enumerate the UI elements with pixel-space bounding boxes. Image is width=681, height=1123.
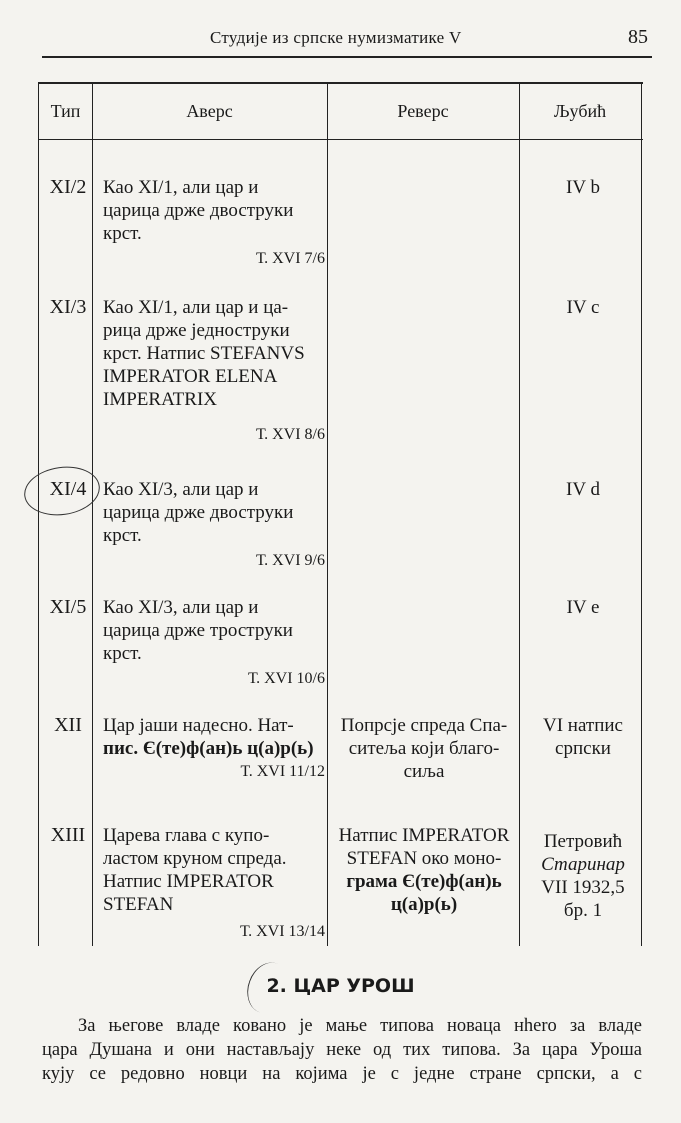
- revers-line: сиља: [403, 761, 445, 782]
- ljubic-line: IV d: [566, 479, 600, 500]
- plate-reference: Т. XVI 10/6: [247, 670, 325, 687]
- revers-cell: [331, 824, 517, 916]
- paragraph-line: За његове владе ковано је мање типова новаца нherо за владе: [78, 1016, 642, 1036]
- ljubic-line: Старинар: [541, 854, 625, 875]
- avers-cell: [103, 176, 325, 270]
- avers-line: крст. Натпис STEFANVS: [103, 343, 305, 364]
- plate-reference: Т. XVI 8/6: [255, 426, 325, 443]
- column-rule: [519, 84, 520, 946]
- avers-line: Као XI/1, али цар и ца-: [103, 297, 289, 318]
- ljubic-cell: [523, 714, 643, 760]
- avers-line: Натпис IMPERATOR: [103, 871, 274, 892]
- type-cell: XI/5: [49, 596, 87, 618]
- ljubic-cell: [523, 176, 643, 199]
- ljubic-cell: [523, 296, 643, 319]
- avers-line: Цар јаши надесно. Нат-: [103, 715, 294, 736]
- avers-line: крст.: [103, 223, 142, 244]
- avers-line: STEFAN: [103, 894, 174, 915]
- header-rule: [39, 139, 643, 140]
- avers-cell: [103, 714, 325, 783]
- running-title: Студије из српске нумизматике V: [210, 28, 462, 47]
- running-head: [42, 22, 652, 58]
- plate-reference: Т. XVI 11/12: [240, 763, 325, 780]
- avers-cell: [103, 478, 325, 572]
- revers-line: Натпис IMPERATOR: [338, 825, 510, 846]
- type-cell: XI/3: [49, 296, 87, 318]
- ljubic-cell: [523, 596, 643, 619]
- section-heading: 2. ЦАР УРОШ: [266, 975, 415, 997]
- revers-line: ситеља који благо-: [348, 738, 500, 759]
- revers-line: Попрсје спреда Спа-: [340, 715, 508, 736]
- column-rule: [641, 84, 642, 946]
- ljubic-line: IV b: [566, 177, 600, 198]
- avers-cell: [103, 296, 325, 446]
- ljubic-cell: [523, 478, 643, 501]
- type-cell: XI/2: [49, 176, 87, 198]
- avers-line: царица држе троструки: [103, 620, 293, 641]
- column-header-ljubic: Љубић: [553, 101, 607, 121]
- page-number: 85: [628, 26, 648, 48]
- column-rule: [327, 84, 328, 946]
- avers-line: Као XI/3, али цар и: [103, 479, 259, 500]
- column-header-type: Тип: [50, 101, 81, 121]
- revers-line: грама Є(те)ф(ан)ь: [346, 871, 502, 892]
- plate-reference: Т. XVI 7/6: [255, 250, 325, 267]
- ljubic-line: бр. 1: [563, 900, 603, 921]
- ljubic-line: IV e: [566, 597, 600, 618]
- column-rule: [92, 84, 93, 946]
- body-paragraph: [42, 1014, 642, 1086]
- ljubic-line: VI натпис: [543, 715, 623, 736]
- avers-line: IMPERATRIX: [103, 389, 218, 410]
- column-header-revers: Реверс: [397, 101, 449, 121]
- plate-reference: Т. XVI 9/6: [255, 552, 325, 569]
- type-cell: XI/4: [49, 478, 87, 500]
- avers-cell: [103, 596, 325, 690]
- ljubic-line: IV c: [566, 297, 600, 318]
- type-cell: XIII: [50, 824, 86, 846]
- type-cell: XII: [54, 714, 82, 736]
- revers-cell: [331, 714, 517, 783]
- avers-line: IMPERATOR ELENA: [103, 366, 278, 387]
- avers-cell: [103, 824, 325, 943]
- avers-line: Као XI/3, али цар и: [103, 597, 259, 618]
- avers-line: крст.: [103, 643, 142, 664]
- avers-line: ластом круном спреда.: [103, 848, 287, 869]
- revers-line: STEFAN око моно-: [346, 848, 502, 869]
- avers-line: рица држе једноструки: [103, 320, 290, 341]
- ljubic-line: српски: [555, 738, 611, 759]
- ljubic-line: VII 1932,5: [541, 877, 625, 898]
- avers-line: царица држе двоструки: [103, 200, 294, 221]
- paragraph-line: кују се редовно новци на којима је с једне стране српски, а с: [42, 1064, 642, 1084]
- coin-type-table: [38, 82, 643, 946]
- avers-line: царица држе двоструки: [103, 502, 294, 523]
- revers-line: ц(а)р(ь): [390, 894, 458, 915]
- column-header-avers: Аверс: [186, 101, 233, 121]
- ljubic-line: Петровић: [543, 831, 623, 852]
- avers-line: Као XI/1, али цар и: [103, 177, 259, 198]
- avers-line: крст.: [103, 525, 142, 546]
- plate-reference: Т. XVI 13/14: [239, 923, 325, 940]
- avers-line: пис. Є(те)ф(ан)ь ц(а)р(ь): [103, 738, 314, 759]
- paragraph-line: цара Душана и они настављају неке од тих типова. За цара Уроша: [42, 1040, 642, 1060]
- ljubic-cell: [523, 830, 643, 922]
- avers-line: Царева глава с купо-: [103, 825, 270, 846]
